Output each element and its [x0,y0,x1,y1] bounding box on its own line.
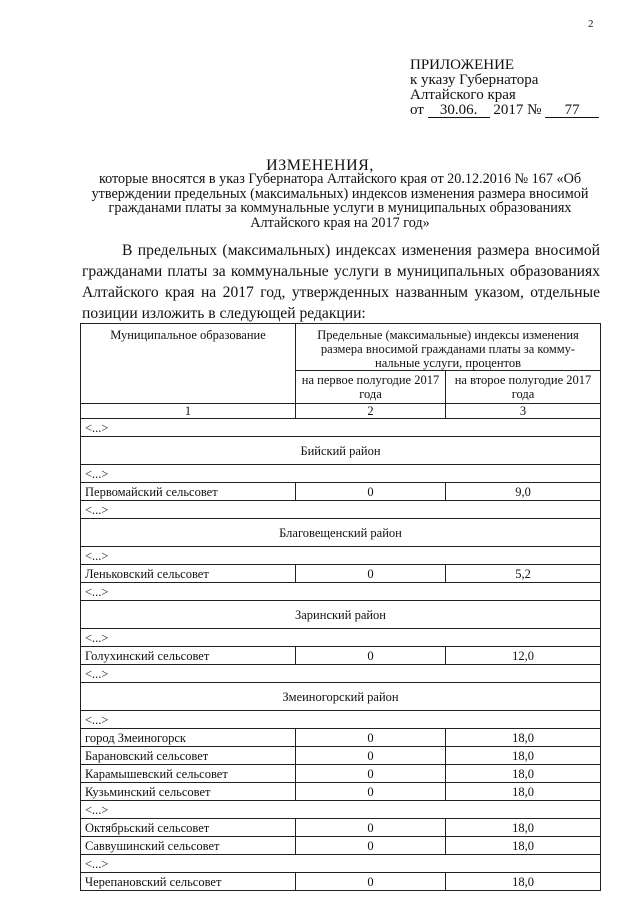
omitted-row [81,465,601,483]
district-row [81,601,601,629]
second-half-index: 18,0 [446,783,601,801]
omission-marker: <...> [81,855,601,873]
municipality-name: Карамышевский сельсовет [81,765,296,783]
omission-marker: <...> [81,711,601,729]
column-number: 2 [296,404,446,419]
first-half-index: 0 [296,837,446,855]
district-row [81,683,601,711]
district-name: Бийский район [81,437,601,465]
second-half-index: 18,0 [446,765,601,783]
column-number: 1 [81,404,296,419]
omitted-row [81,855,601,873]
second-half-index: 18,0 [446,837,601,855]
first-half-index: 0 [296,765,446,783]
district-row [81,519,601,547]
omitted-row [81,547,601,565]
second-half-index: 5,2 [446,565,601,583]
omission-marker: <...> [81,665,601,683]
municipality-name: Барановский сельсовет [81,747,296,765]
decree-number: 77 [545,103,599,118]
omitted-row [81,665,601,683]
appendix-block [410,58,599,118]
first-half-index: 0 [296,647,446,665]
second-half-index: 18,0 [446,819,601,837]
first-half-index: 0 [296,729,446,747]
page-number: 2 [588,18,594,30]
municipality-name: Октябрьский сельсовет [81,819,296,837]
table-row [81,483,601,501]
omitted-row [81,801,601,819]
table-row [81,565,601,583]
first-half-index: 0 [296,873,446,891]
document-subtitle: которые вносятся в указ Губернатора Алтайского края от 20.12.2016 № 167 «Об утверждении предельных (максимальных) индексов изменения размера вносимой гражданами платы за коммунальные услуги в муниципальных образованиях Алтайского края на 2017 год» [91,171,589,231]
omitted-row [81,629,601,647]
district-name: Благовещенский район [81,519,601,547]
date-day: 30.06. [428,103,490,118]
district-name: Заринский район [81,601,601,629]
omission-marker: <...> [81,501,601,519]
first-half-index: 0 [296,783,446,801]
first-half-index: 0 [296,747,446,765]
column-number: 3 [446,404,601,419]
omission-marker: <...> [81,801,601,819]
appendix-title: ПРИЛОЖЕНИЕ [410,57,515,73]
first-half-index: 0 [296,819,446,837]
document-title: ИЗМЕНЕНИЯ, [266,157,374,174]
omission-marker: <...> [81,629,601,647]
first-half-index: 0 [296,565,446,583]
table-row [81,783,601,801]
municipality-name: Первомайский сельсовет [81,483,296,501]
omitted-row [81,711,601,729]
second-half-index: 18,0 [446,873,601,891]
district-row [81,437,601,465]
municipality-name: Голухинский сельсовет [81,647,296,665]
omission-marker: <...> [81,465,601,483]
table-row [81,765,601,783]
column-number-row [81,404,601,419]
second-half-index: 12,0 [446,647,601,665]
second-half-index: 9,0 [446,483,601,501]
omitted-row [81,501,601,519]
header-municipality: Муниципальное образование [81,324,296,404]
date-prefix: от [410,102,424,118]
table-row [81,647,601,665]
municipality-name: Леньковский сельсовет [81,565,296,583]
appendix-date-line [410,103,599,118]
municipality-name: Черепановский сельсовет [81,873,296,891]
omission-marker: <...> [81,419,601,437]
header-first-half: на первое полугодие 2017 года [296,371,446,404]
intro-paragraph: В предельных (максимальных) индексах изменения размера вносимой гражданами платы за коммунальные услуги в муниципальных образованиях Алтайского края на 2017 год, утвержденных названным указом, отдельные позиции изложить в следующей редакции: [82,242,600,322]
district-name: Змеиногорский район [81,683,601,711]
appendix-line-decree: к указу Губернатора [410,72,539,88]
table-row [81,873,601,891]
appendix-line-region: Алтайского края [410,87,516,103]
omission-marker: <...> [81,547,601,565]
date-year: 2017 № [493,102,542,118]
omitted-row [81,419,601,437]
municipality-name: Саввушинский сельсовет [81,837,296,855]
municipality-name: город Змеиногорск [81,729,296,747]
table-row [81,819,601,837]
table-row [81,729,601,747]
indices-table [80,323,601,891]
header-indices-group: Предельные (максимальные) индексы изменения размера вносимой гражданами платы за комму-нальные услуги, процентов [296,324,601,371]
table-row [81,837,601,855]
first-half-index: 0 [296,483,446,501]
second-half-index: 18,0 [446,729,601,747]
header-second-half: на второе полугодие 2017 года [446,371,601,404]
municipality-name: Кузьминский сельсовет [81,783,296,801]
table-row [81,747,601,765]
second-half-index: 18,0 [446,747,601,765]
omitted-row [81,583,601,601]
omission-marker: <...> [81,583,601,601]
table-header-row [81,324,601,371]
